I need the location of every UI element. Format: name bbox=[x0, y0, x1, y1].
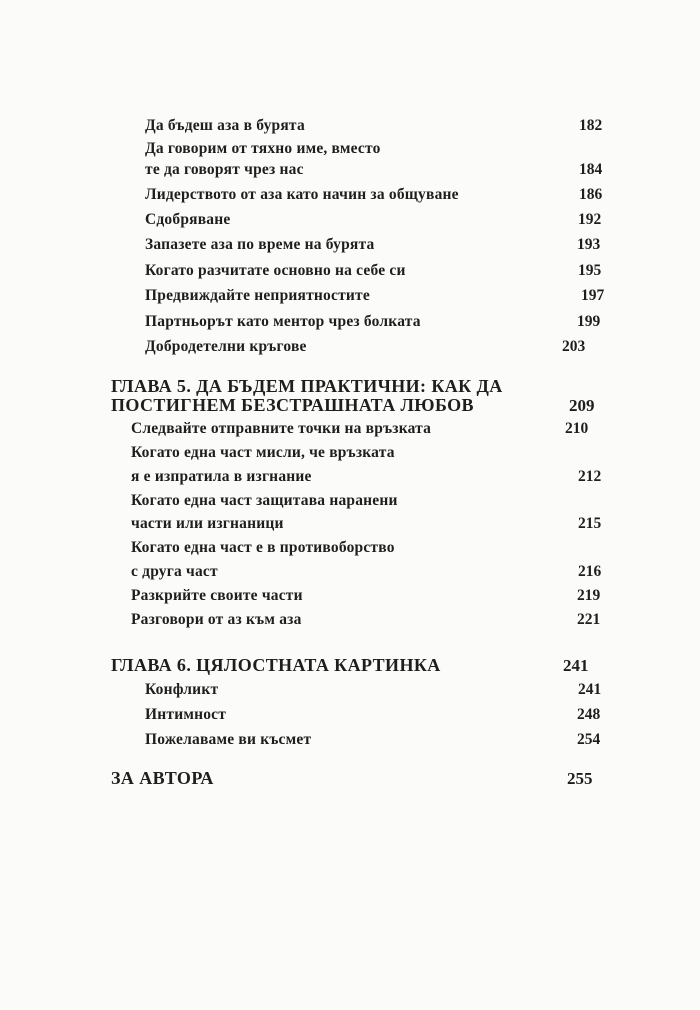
toc-entry: Разкрийте своите части bbox=[131, 587, 303, 604]
toc-page-number: 184 bbox=[579, 161, 603, 178]
toc-entry: части или изгнаници bbox=[131, 515, 284, 532]
chapter-heading: ПОСТИГНЕМ БЕЗСТРАШНАТА ЛЮБОВ bbox=[111, 395, 474, 415]
toc-entry: Добродетелни кръгове bbox=[145, 338, 307, 355]
toc-page-number: 195 bbox=[578, 262, 602, 279]
toc-entry: Когато една част мисли, че връзката bbox=[131, 444, 395, 461]
toc-entry: Запазете аза по време на бурята bbox=[145, 236, 375, 253]
chapter-page-number: 255 bbox=[567, 769, 593, 788]
toc-entry: Разговори от аз към аза bbox=[131, 611, 302, 628]
chapter-page-number: 241 bbox=[563, 656, 589, 675]
toc-page-number: 241 bbox=[578, 681, 602, 698]
toc-page-number: 182 bbox=[579, 117, 603, 134]
toc-page-number: 248 bbox=[577, 706, 601, 723]
toc-entry: Предвиждайте неприятностите bbox=[145, 287, 370, 304]
toc-page-number: 199 bbox=[577, 313, 601, 330]
toc-entry: Интимност bbox=[145, 706, 227, 723]
toc-page-number: 212 bbox=[578, 468, 602, 485]
toc-page-number: 192 bbox=[578, 211, 602, 228]
toc-page-number: 215 bbox=[578, 515, 602, 532]
toc-page-number: 203 bbox=[562, 338, 586, 355]
toc-entry: с друга част bbox=[131, 563, 218, 580]
toc-entry: Партньорът като ментор чрез болката bbox=[145, 313, 421, 330]
toc-entry: Когато една част е в противоборство bbox=[131, 539, 395, 556]
chapter-page-number: 209 bbox=[569, 396, 595, 415]
chapter-heading: ГЛАВА 6. ЦЯЛОСТНАТА КАРТИНКА bbox=[111, 655, 441, 675]
toc-entry: Конфликт bbox=[145, 681, 219, 698]
toc-entry: я е изпратила в изгнание bbox=[131, 468, 312, 485]
toc-entry: Следвайте отправните точки на връзката bbox=[131, 420, 432, 437]
chapter-heading: ЗА АВТОРА bbox=[111, 768, 214, 788]
toc-page-number: 186 bbox=[579, 186, 603, 203]
toc-entry: Когато разчитате основно на себе си bbox=[145, 262, 406, 279]
toc-page-number: 221 bbox=[577, 611, 601, 628]
toc-page-number: 197 bbox=[581, 287, 605, 304]
toc-entry: Лидерството от аза като начин за общуване bbox=[145, 186, 459, 203]
toc-page-number: 216 bbox=[578, 563, 602, 580]
toc-entry: Да говорим от тяхно име, вместо bbox=[145, 140, 381, 157]
toc-entry: Сдобряване bbox=[145, 211, 231, 228]
toc-entry: те да говорят чрез нас bbox=[145, 161, 304, 178]
toc-page-number: 219 bbox=[577, 587, 601, 604]
toc-page-number: 193 bbox=[577, 236, 601, 253]
toc-entry: Пожелаваме ви късмет bbox=[145, 731, 312, 748]
toc-entry: Когато една част защитава наранени bbox=[131, 492, 398, 509]
toc-page-number: 210 bbox=[565, 420, 589, 437]
toc-entry: Да бъдеш аза в бурята bbox=[145, 117, 305, 134]
chapter-heading: ГЛАВА 5. ДА БЪДЕМ ПРАКТИЧНИ: КАК ДА bbox=[111, 376, 503, 396]
toc-page-number: 254 bbox=[577, 731, 601, 748]
